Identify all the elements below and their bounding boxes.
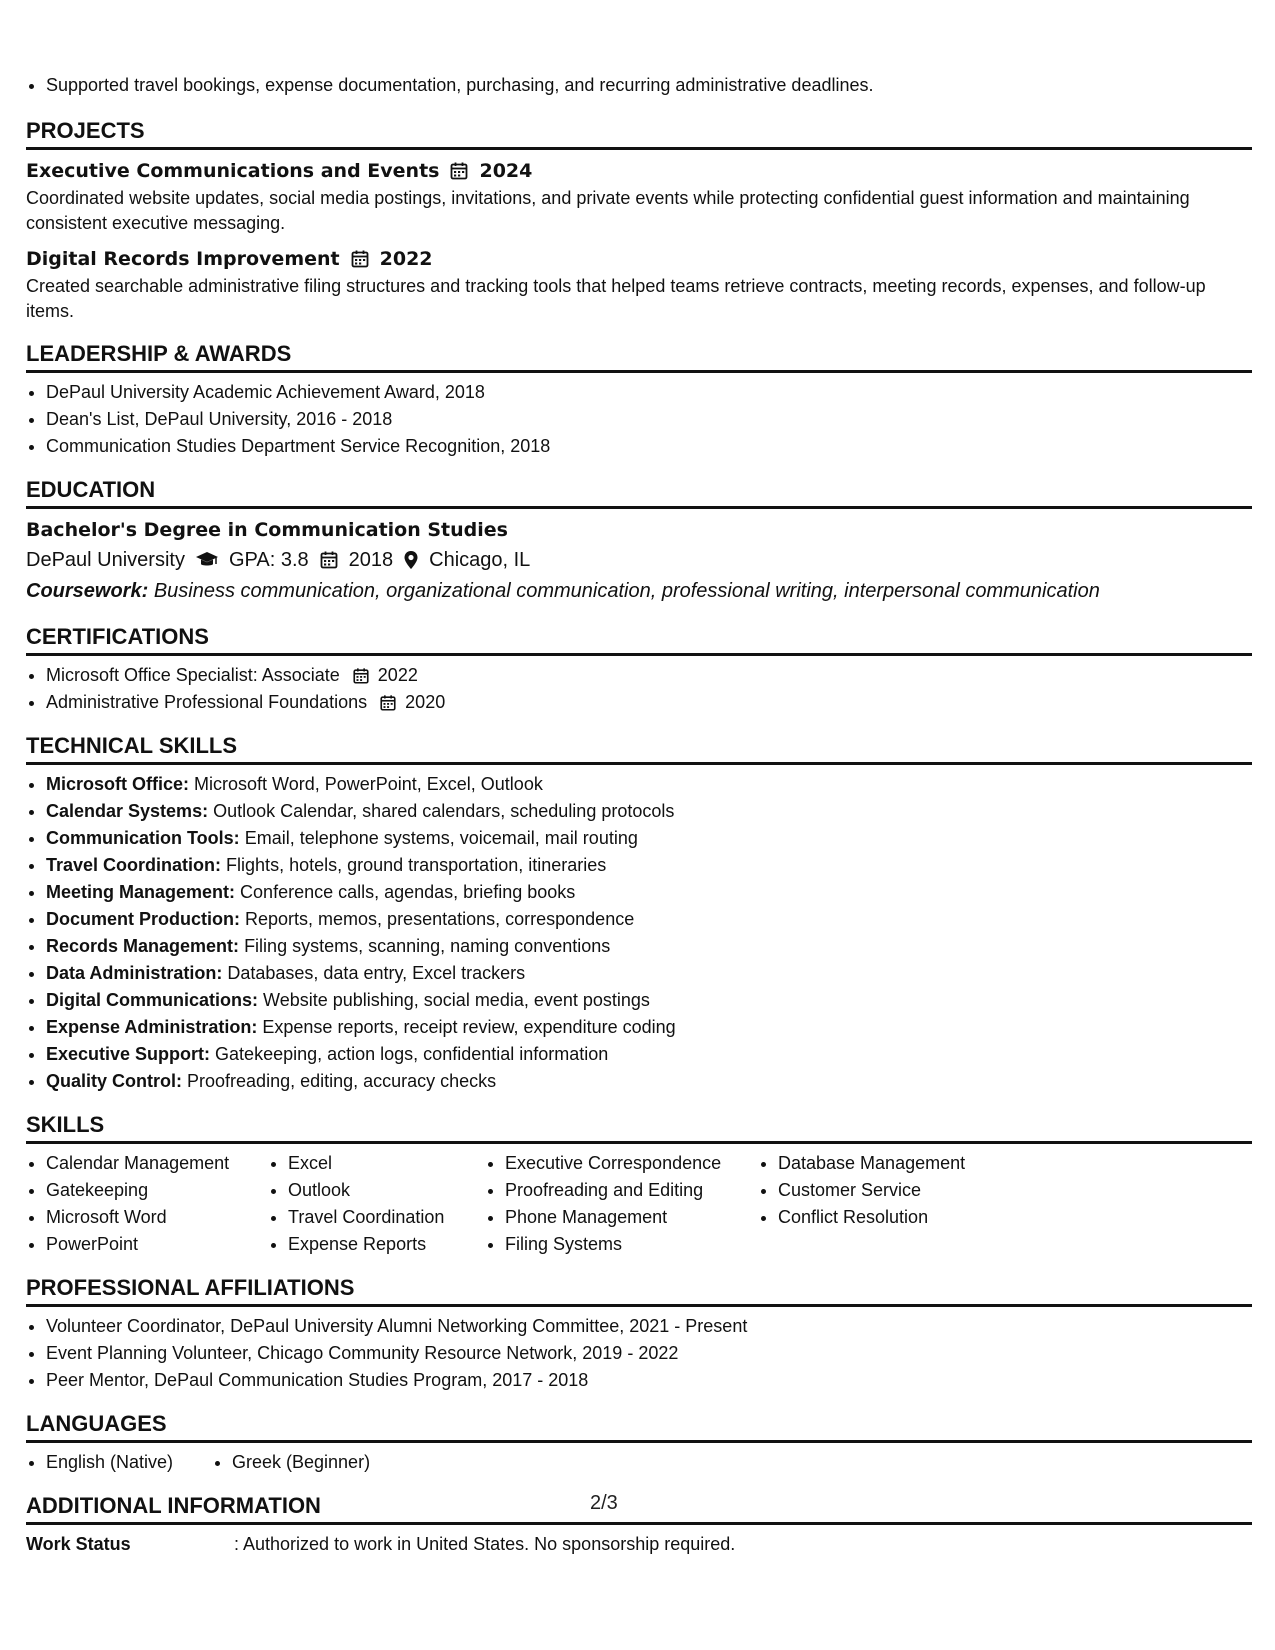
school-name: DePaul University <box>26 549 185 571</box>
skill-label: Document Production: <box>46 909 240 929</box>
skill-label: Travel Coordination: <box>46 855 222 875</box>
list-item: • Communication Studies Department Service Recognition, 2018 <box>46 433 1252 460</box>
work-status-label: Work Status <box>26 1534 131 1554</box>
skill-value: Website publishing, social media, event postings <box>263 990 650 1010</box>
graduation-year: 2018 <box>348 549 394 571</box>
project-name: Executive Communications and Events <box>26 160 440 182</box>
skill-label: Expense Administration: <box>46 1017 258 1037</box>
certifications-section <box>26 623 1252 716</box>
project-description: Coordinated website updates, social media postings, invitations, and private events while protecting confidential guest information and maintaining consistent executive messaging. <box>26 188 1190 233</box>
skill-value: Databases, data entry, Excel trackers <box>227 963 526 983</box>
list-item <box>46 798 1252 825</box>
education-section <box>26 476 1252 607</box>
skill-label: Calendar Systems: <box>46 801 209 821</box>
projects-heading: PROJECTS <box>26 117 1252 150</box>
education-heading: EDUCATION <box>26 476 1252 509</box>
list-item: • Gatekeeping <box>46 1177 268 1204</box>
skill-label: Executive Support: <box>46 1044 211 1064</box>
list-item: • English (Native) <box>46 1449 212 1476</box>
leadership-section <box>26 340 1252 460</box>
coursework <box>26 575 1252 607</box>
list-item <box>46 662 1252 689</box>
education-meta <box>26 545 1252 575</box>
skills-heading: SKILLS <box>26 1111 1252 1144</box>
list-item: • Microsoft Word <box>46 1204 268 1231</box>
skill-value: Flights, hotels, ground transportation, itineraries <box>226 855 607 875</box>
list-item <box>46 987 1252 1014</box>
skill-value: Conference calls, agendas, briefing books <box>240 882 576 902</box>
list-item: • Outlook <box>288 1177 485 1204</box>
skill-value: Gatekeeping, action logs, confidential information <box>215 1044 609 1064</box>
skill-label: Records Management: <box>46 936 240 956</box>
list-item: • Conflict Resolution <box>778 1204 1078 1231</box>
languages-heading: LANGUAGES <box>26 1410 1252 1443</box>
calendar-icon <box>350 249 370 269</box>
list-item <box>46 960 1252 987</box>
calendar-icon <box>352 667 370 685</box>
project-item <box>26 244 1252 324</box>
skill-label: Data Administration: <box>46 963 223 983</box>
list-item: • Volunteer Coordinator, DePaul University Alumni Networking Committee, 2021 - Present <box>46 1313 1252 1340</box>
skill-value: Outlook Calendar, shared calendars, scheduling protocols <box>213 801 675 821</box>
list-item: • Phone Management <box>505 1204 758 1231</box>
experience-bullet: • Supported travel bookings, expense documentation, purchasing, and recurring administrative deadlines. <box>46 72 1252 99</box>
list-item: • Event Planning Volunteer, Chicago Community Resource Network, 2019 - 2022 <box>46 1340 1252 1367</box>
list-item: • Database Management <box>778 1150 1078 1177</box>
list-item: • Filing Systems <box>505 1231 758 1258</box>
list-item: • Executive Correspondence <box>505 1150 758 1177</box>
skill-value: Proofreading, editing, accuracy checks <box>187 1071 497 1091</box>
list-item <box>46 906 1252 933</box>
skill-value: Filing systems, scanning, naming conventions <box>244 936 611 956</box>
additional-info-heading: ADDITIONAL INFORMATION <box>26 1492 1252 1525</box>
coursework-list: Business communication, organizational communication, professional writing, interpersonal communication <box>153 580 1100 602</box>
skill-label: Quality Control: <box>46 1071 182 1091</box>
skill-label: Communication Tools: <box>46 828 240 848</box>
list-item: • Proofreading and Editing <box>505 1177 758 1204</box>
calendar-icon <box>319 550 339 570</box>
skill-label: Meeting Management: <box>46 882 236 902</box>
list-item: • Calendar Management <box>46 1150 268 1177</box>
project-year: 2024 <box>479 160 533 182</box>
degree-name: Bachelor's Degree in Communication Studies <box>26 519 508 541</box>
certification-name: • Administrative Professional Foundations <box>46 692 368 712</box>
list-item <box>46 1014 1252 1041</box>
gpa: GPA: 3.8 <box>228 549 309 571</box>
list-item <box>46 689 1252 716</box>
skill-value: Expense reports, receipt review, expenditure coding <box>262 1017 676 1037</box>
calendar-icon <box>379 694 397 712</box>
skill-value: Microsoft Word, PowerPoint, Excel, Outlook <box>194 774 543 794</box>
map-pin-icon <box>403 550 419 570</box>
list-item <box>46 771 1252 798</box>
coursework-label: Coursework: <box>26 580 149 602</box>
project-year: 2022 <box>379 248 433 270</box>
certification-year: 2020 <box>405 692 446 712</box>
list-item: • PowerPoint <box>46 1231 268 1258</box>
certification-name: • Microsoft Office Specialist: Associate <box>46 665 340 685</box>
certification-year: 2022 <box>377 665 418 685</box>
list-item <box>46 1041 1252 1068</box>
graduation-cap-icon <box>195 550 219 570</box>
additional-info-section <box>26 1492 1252 1557</box>
skill-value: Reports, memos, presentations, correspondence <box>245 909 635 929</box>
leadership-heading: LEADERSHIP & AWARDS <box>26 340 1252 373</box>
certifications-heading: CERTIFICATIONS <box>26 623 1252 656</box>
list-item <box>46 879 1252 906</box>
skill-value: Email, telephone systems, voicemail, mail routing <box>244 828 638 848</box>
list-item: • DePaul University Academic Achievement Award, 2018 <box>46 379 1252 406</box>
list-item: • Peer Mentor, DePaul Communication Studies Program, 2017 - 2018 <box>46 1367 1252 1394</box>
technical-skills-section <box>26 732 1252 1095</box>
affiliations-heading: PROFESSIONAL AFFILIATIONS <box>26 1274 1252 1307</box>
work-status-value: : Authorized to work in United States. No sponsorship required. <box>234 1534 736 1554</box>
project-item <box>26 156 1252 236</box>
list-item <box>46 933 1252 960</box>
location: Chicago, IL <box>429 549 531 571</box>
list-item: • Greek (Beginner) <box>232 1449 370 1476</box>
project-description: Created searchable administrative filing structures and tracking tools that helped teams retrieve contracts, meeting records, expenses, and follow-up items. <box>26 276 1206 321</box>
languages-section <box>26 1410 1252 1476</box>
list-item: • Customer Service <box>778 1177 1078 1204</box>
resume-page <box>26 72 1252 1573</box>
affiliations-section <box>26 1274 1252 1394</box>
technical-skills-heading: TECHNICAL SKILLS <box>26 732 1252 765</box>
list-item: • Dean's List, DePaul University, 2016 - 2018 <box>46 406 1252 433</box>
list-item: • Expense Reports <box>288 1231 485 1258</box>
projects-section <box>26 117 1252 324</box>
skills-section <box>26 1111 1252 1258</box>
list-item: • Excel <box>288 1150 485 1177</box>
skill-label: Digital Communications: <box>46 990 259 1010</box>
experience-bullet-list <box>26 72 1252 99</box>
calendar-icon <box>449 161 469 181</box>
list-item <box>46 1068 1252 1095</box>
work-status-row <box>26 1531 1252 1557</box>
list-item: • Travel Coordination <box>288 1204 485 1231</box>
skill-label: Microsoft Office: <box>46 774 190 794</box>
project-name: Digital Records Improvement <box>26 248 340 270</box>
list-item <box>46 825 1252 852</box>
list-item <box>46 852 1252 879</box>
page-number: 2/3 <box>590 1492 618 1514</box>
